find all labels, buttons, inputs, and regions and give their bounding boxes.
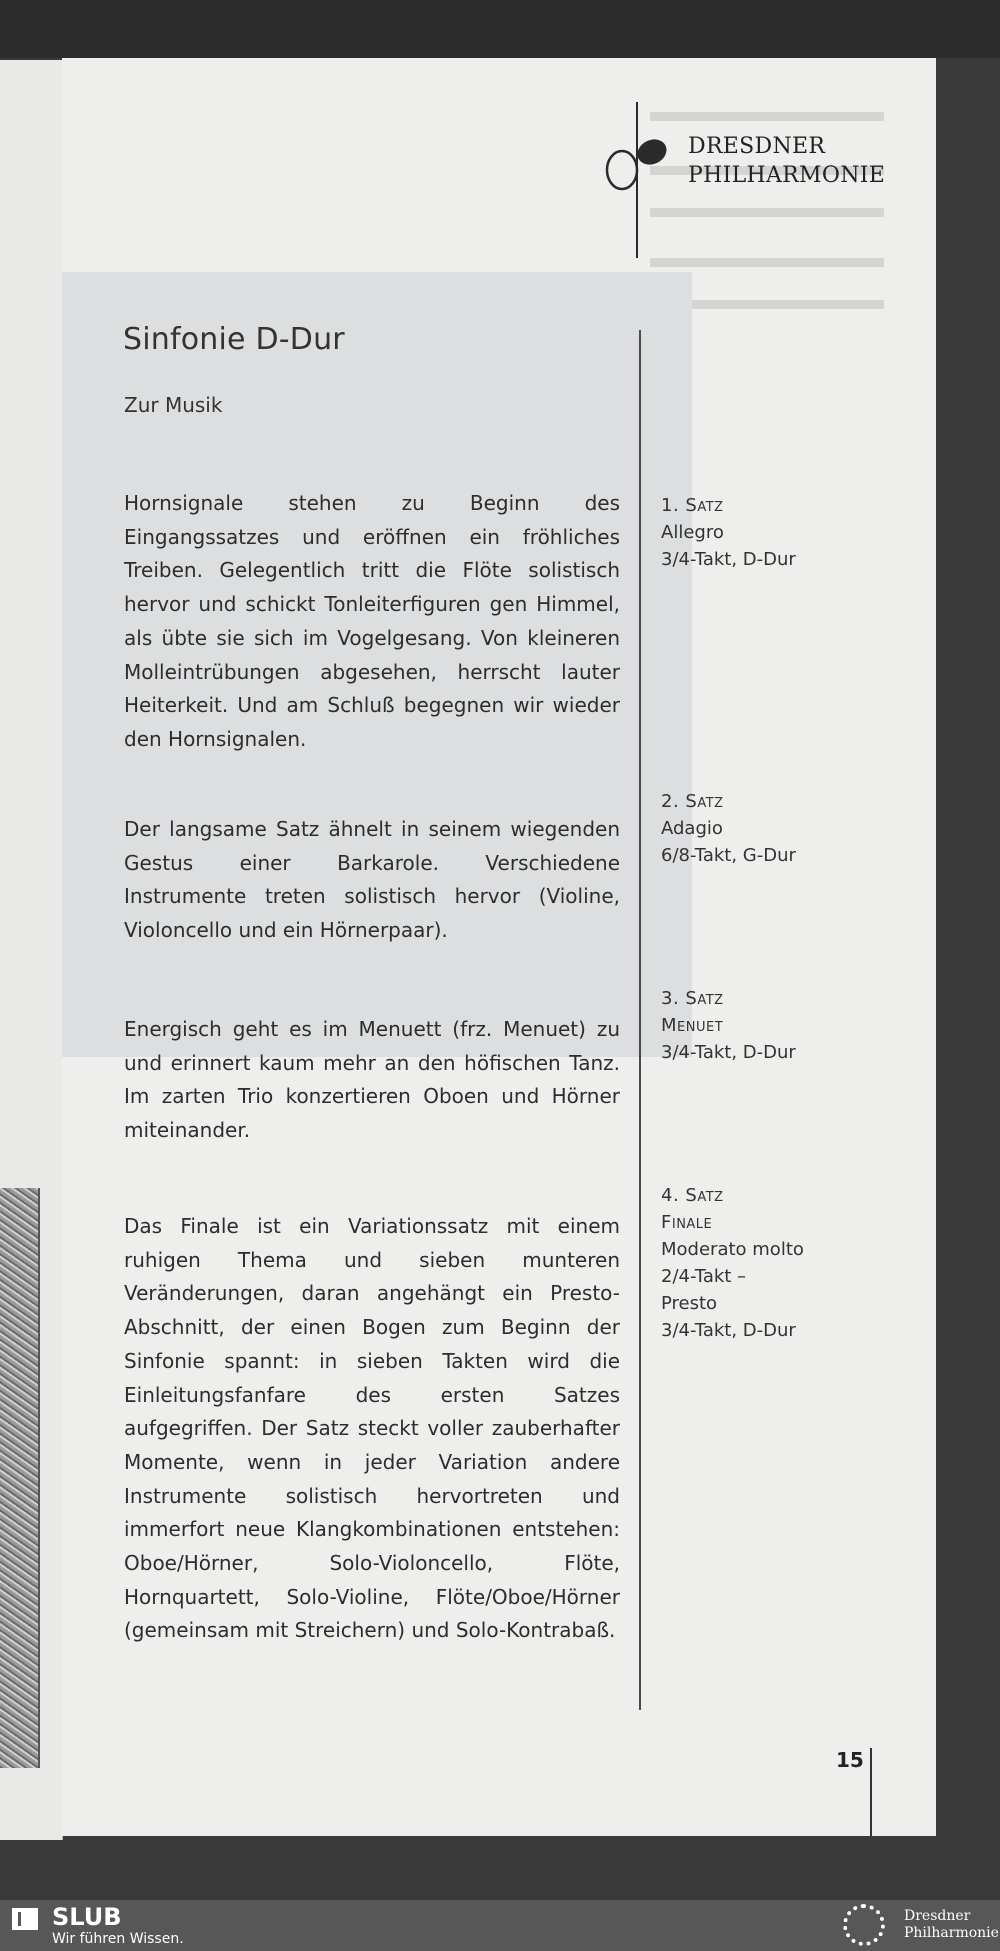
logo-text [688, 132, 885, 190]
partner-line-2: Philharmonie [904, 1925, 999, 1941]
movement-heading: 2. Satz [661, 791, 724, 812]
paragraph-3: Energisch geht es im Menuett (frz. Menuet) zu und erinnert kaum mehr an den höfischen Tanz. Im zarten Trio konzertieren Oboen und Hörner miteinander. [124, 1017, 620, 1143]
library-tagline: Wir führen Wissen. [52, 1931, 184, 1947]
logo-line-1: DRESDNER [688, 134, 826, 159]
page-title: Sinfonie D-Dur [123, 322, 345, 357]
library-name[interactable]: SLUB [52, 1903, 122, 1931]
page-number: 15 [836, 1748, 864, 1772]
movement-tempo: Finale [661, 1212, 713, 1233]
slub-book-icon [12, 1908, 38, 1930]
column-divider [639, 330, 641, 1710]
movement-detail: 6/8-Takt, G-Dur [661, 845, 796, 866]
logo-vertical-line [636, 102, 638, 258]
movement-heading: 3. Satz [661, 988, 724, 1009]
movement-2 [661, 788, 841, 869]
movement-detail: 3/4-Takt, D-Dur [661, 1042, 796, 1063]
footer-bar [0, 1900, 1000, 1951]
movement-detail-4: 3/4-Takt, D-Dur [661, 1320, 796, 1341]
dresdner-philharmonie-logo [600, 100, 886, 260]
movement-tempo: Adagio [661, 818, 723, 839]
movement-detail: Moderato molto [661, 1239, 804, 1260]
logo-line-2: PHILHARMONIE [688, 163, 886, 188]
logo-mark-icon [600, 100, 680, 260]
scan-background-right [936, 58, 1000, 1838]
scan-background-top [0, 0, 1000, 58]
paragraph-1: Hornsignale stehen zu Beginn des Eingangssatzes und eröffnen ein fröhliches Treiben. Gelegentlich tritt die Flöte solistisch hervor und schickt Tonleiterfiguren gen Himmel, als übte sie sich im Vogelgesang. Von kleineren Molleintrübungen abgesehen, herrscht lauter Heiterkeit. Und am Schluß begegnen wir wieder den Hornsignalen. [124, 491, 620, 751]
partner-line-1: Dresdner [904, 1908, 971, 1924]
section-subtitle: Zur Musik [124, 393, 223, 417]
movement-4 [661, 1182, 841, 1344]
movement-detail: 3/4-Takt, D-Dur [661, 549, 796, 570]
paragraph-2: Der langsame Satz ähnelt in seinem wiegenden Gestus einer Barkarole. Verschiedene Instrumente treten solistisch hervor (Violine, Violoncello und ein Hörnerpaar). [124, 817, 620, 943]
movement-heading: 4. Satz [661, 1185, 724, 1206]
movement-detail-2: 2/4-Takt – [661, 1266, 747, 1287]
engraving-image [0, 1188, 40, 1768]
movement-3 [661, 985, 841, 1066]
movement-heading: 1. Satz [661, 495, 724, 516]
partner-logo[interactable] [904, 1908, 999, 1942]
facing-page-edge [0, 60, 63, 1840]
movement-detail-3: Presto [661, 1293, 718, 1314]
movement-tempo: Allegro [661, 522, 724, 543]
philharmonie-badge-icon [843, 1904, 885, 1946]
movement-tempo: Menuet [661, 1015, 724, 1036]
paragraph-4: Das Finale ist ein Variationssatz mit einem ruhigen Thema und sieben munteren Veränderungen, daran angehängt ein Presto-Abschnitt, der einen Bogen zum Beginn der Sinfonie spannt: in sieben Takten wird die Einleitungsfanfare des ersten Satzes aufgegriffen. Der Satz steckt voller zauberhafter Momente, wenn in jeder Variation andere Instrumente solistisch hervortreten und immerfort neue Klangkombinationen entstehen: Oboe/Hörner, Solo-Violoncello, Flöte, Hornquartett, Solo-Violine, Flöte/Oboe/Hörner (gemeinsam mit Streichern) und Solo-Kontrabaß. [124, 1214, 620, 1643]
movement-1 [661, 492, 841, 573]
page-number-rule [870, 1748, 872, 1836]
